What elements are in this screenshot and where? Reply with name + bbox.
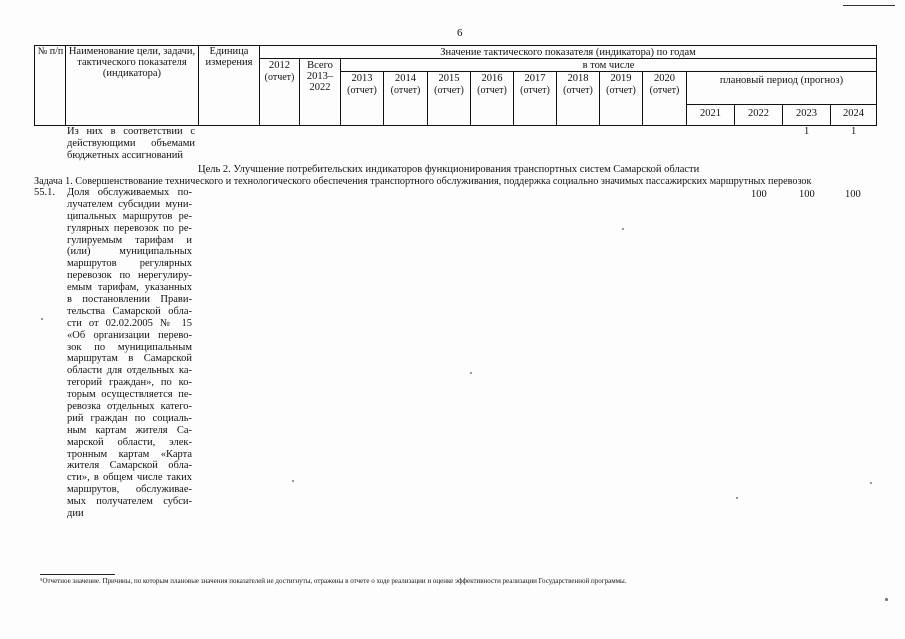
- header-year-2018: 2018: [567, 73, 589, 84]
- scan-speck: [885, 598, 888, 601]
- footnote-rule: [40, 574, 115, 575]
- report-label-2013: (отчет): [347, 85, 377, 96]
- header-planned-period: плановый период (прогноз): [719, 75, 844, 86]
- desc-line: области для отдельных ка-: [67, 365, 192, 377]
- header-year-2020: 2020: [654, 73, 675, 84]
- desc-line: сти», в общем числе таких: [67, 472, 192, 484]
- report-label-2018: (отчет): [563, 85, 593, 96]
- desc-line: маршрутов, обслуживае-: [67, 484, 192, 496]
- header-num: № п/п: [37, 46, 64, 57]
- desc-line: тельства Самарской обла-: [67, 305, 192, 317]
- indicator-value-2023: 100: [799, 189, 815, 200]
- budget-row-text: Из них в соответствии с действующими объемами бюджетных ассигнований: [67, 126, 195, 161]
- scan-speck: [870, 482, 872, 484]
- report-label-2020: (отчет): [649, 85, 680, 96]
- header-unit: Единица измерения: [205, 46, 253, 68]
- header-2012-report: (отчет): [264, 72, 295, 83]
- header-total: Всего 2013– 2022: [306, 60, 334, 93]
- header-year-2015: 2015: [438, 73, 460, 84]
- report-label-2015: (отчет): [434, 85, 464, 96]
- scan-speck: [622, 228, 624, 230]
- header-year-2023: 2023: [796, 108, 817, 119]
- desc-line: дии: [67, 508, 84, 520]
- budget-value-2024: 1: [851, 126, 857, 137]
- header-year-2021: 2021: [700, 108, 721, 119]
- desc-line: тегорий граждан», по ко-: [67, 377, 192, 389]
- desc-line: гулируемым тарифам и: [67, 234, 192, 246]
- top-right-rule: [843, 5, 895, 6]
- indicator-number: 55.1.: [34, 187, 55, 198]
- indicator-value-2022: 100: [751, 189, 767, 200]
- indicator-value-2024: 100: [845, 189, 861, 200]
- desc-line: гулярных перевозок по ре-: [67, 222, 192, 234]
- desc-line: марской области, элек-: [67, 436, 192, 448]
- header-year-2014: 2014: [395, 73, 416, 84]
- goal-title: Цель 2. Улучшение потребительских индикаторов функционирования транспортных систем Самарской области: [198, 164, 700, 175]
- header-year-2017: 2017: [524, 73, 546, 84]
- desc-line: маршрутам в Самарской: [67, 353, 192, 365]
- desc-line: перевозок по нерегулиру-: [67, 270, 192, 282]
- desc-line: маршрутов регулярных: [67, 258, 192, 270]
- header-including: в том числе: [582, 60, 635, 71]
- header-year-2024: 2024: [843, 108, 864, 119]
- desc-line: рий граждан по социаль-: [67, 412, 192, 424]
- header-year-2022: 2022: [748, 108, 769, 119]
- budget-value-2023: 1: [804, 126, 810, 137]
- header-year-2013: 2013: [351, 73, 373, 84]
- desc-line: ным картам жителя Са-: [67, 424, 192, 436]
- scan-speck: [736, 497, 738, 499]
- desc-line: мых получателем субси-: [67, 496, 192, 508]
- desc-line: сти от 02.02.2005 № 15: [67, 317, 192, 329]
- scan-speck: [41, 318, 43, 320]
- desc-line: Доля обслуживаемых по-: [67, 187, 192, 198]
- footnote-text: ⁵Отчетное значение. Причины, по которым плановые значения показателей не достигнуты, отражены в отчете о ходе реализации и оценке эффективности реализации Государственной программы.: [40, 577, 627, 585]
- task-title: Задача 1. Совершенствование технического и технологического обеспечения транспортного обслуживания, поддержка социально значимых пассажирских маршрутных перевозок: [34, 176, 812, 187]
- desc-line: ципальных маршрутов ре-: [67, 210, 192, 222]
- desc-line: зок по муниципальным: [67, 341, 192, 353]
- desc-line: (или) муниципальных: [67, 246, 192, 258]
- report-label-2019: (отчет): [606, 85, 636, 96]
- desc-line: тронным картам «Карта: [67, 448, 192, 460]
- scan-speck: [470, 372, 472, 374]
- desc-line: ревозка отдельных катего-: [67, 401, 192, 413]
- desc-line: емым тарифам, указанных: [67, 282, 192, 294]
- indicator-description: [67, 187, 192, 520]
- header-values-title: Значение тактического показателя (индикатора) по годам: [440, 47, 696, 58]
- report-label-2016: (отчет): [477, 85, 507, 96]
- desc-line: «Об организации перево-: [67, 329, 192, 341]
- desc-line: в постановлении Прави-: [67, 294, 192, 306]
- header-2012: 2012: [269, 60, 290, 71]
- header-year-2016: 2016: [481, 73, 503, 84]
- header-year-2019: 2019: [610, 73, 632, 84]
- desc-line: лучателем субсидии муни-: [67, 198, 192, 210]
- desc-line: жителя Самарской обла-: [67, 460, 192, 472]
- desc-line: торым осуществляется пе-: [67, 389, 192, 401]
- page-number: 6: [457, 27, 463, 39]
- scan-speck: [292, 480, 294, 482]
- report-label-2017: (отчет): [520, 85, 550, 96]
- header-name: Наименование цели, задачи, тактического показателя (индикатора): [68, 46, 196, 79]
- report-label-2014: (отчет): [390, 85, 421, 96]
